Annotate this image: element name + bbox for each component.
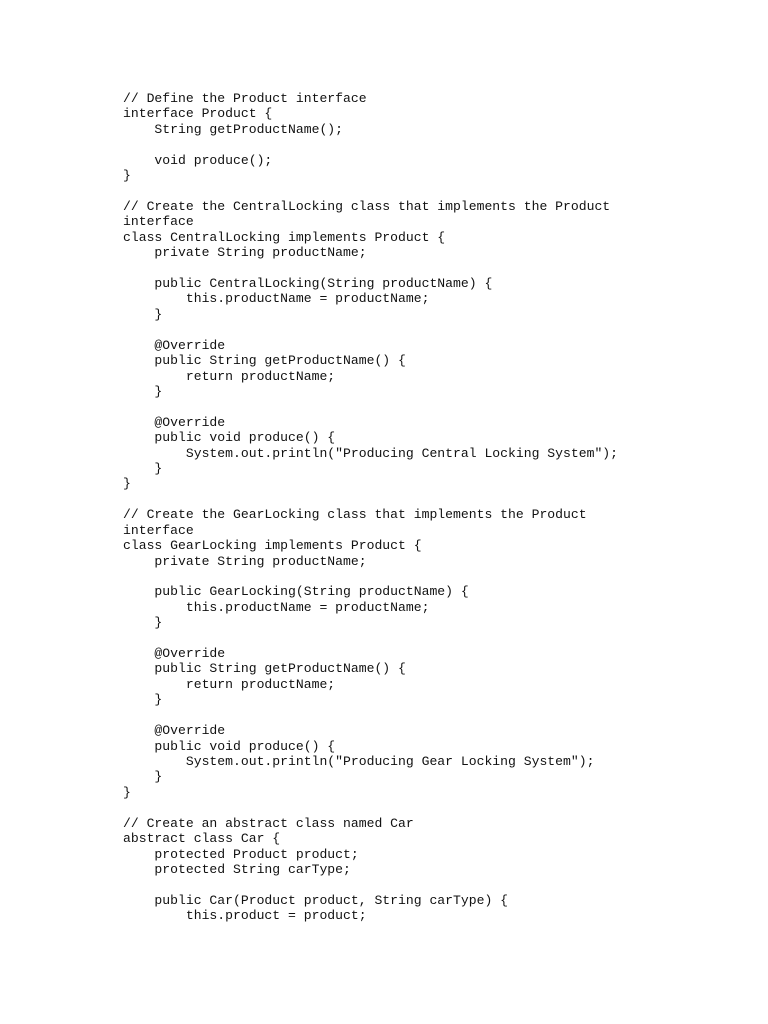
- code-line: [123, 399, 743, 414]
- code-line: [123, 261, 743, 276]
- code-line: interface: [123, 522, 194, 538]
- code-line: @Override: [123, 414, 226, 430]
- code-line: public CentralLocking(String productName) {: [123, 276, 493, 292]
- code-line: public String getProductName() {: [123, 661, 406, 677]
- code-line: // Create an abstract class named Car: [123, 815, 414, 831]
- code-line: void produce();: [123, 152, 273, 168]
- code-block: [123, 91, 743, 924]
- code-line: // Create the CentralLocking class that implements the Product: [123, 198, 611, 214]
- code-line: [123, 877, 743, 892]
- code-line: return productName;: [123, 676, 336, 692]
- code-line: System.out.println("Producing Gear Locking System");: [123, 754, 595, 769]
- code-line: }: [123, 476, 131, 492]
- code-line: System.out.println("Producing Central Locking System");: [123, 445, 619, 461]
- code-line: abstract class Car {: [123, 831, 281, 847]
- code-line: }: [123, 692, 163, 708]
- code-line: class CentralLocking implements Product {: [123, 229, 446, 245]
- code-line: protected String carType;: [123, 861, 351, 877]
- code-line: [123, 184, 743, 199]
- code-line: }: [123, 383, 163, 399]
- code-line: public String getProductName() {: [123, 353, 406, 369]
- code-line: public Car(Product product, String carType) {: [123, 892, 509, 908]
- code-line: }: [123, 306, 163, 322]
- code-line: public GearLocking(String productName) {: [123, 584, 469, 600]
- code-line: [123, 800, 743, 815]
- code-line: public void produce() {: [123, 738, 336, 754]
- code-line: this.productName = productName;: [123, 599, 430, 615]
- code-line: [123, 708, 743, 723]
- code-line: interface: [123, 214, 194, 230]
- code-line: String getProductName();: [123, 121, 344, 137]
- code-line: @Override: [123, 337, 226, 353]
- code-line: [123, 137, 743, 152]
- code-line: interface Product {: [123, 106, 273, 122]
- code-line: [123, 492, 743, 507]
- code-line: // Create the GearLocking class that implements the Product: [123, 507, 587, 523]
- code-line: }: [123, 168, 131, 184]
- code-line: [123, 322, 743, 337]
- code-line: // Define the Product interface: [123, 91, 367, 106]
- code-line: this.productName = productName;: [123, 291, 430, 307]
- code-line: }: [123, 461, 163, 477]
- code-line: this.product = product;: [123, 908, 367, 924]
- code-line: [123, 631, 743, 646]
- code-line: }: [123, 769, 163, 785]
- code-line: [123, 569, 743, 584]
- code-line: private String productName;: [123, 553, 367, 569]
- code-line: public void produce() {: [123, 430, 336, 446]
- code-line: @Override: [123, 646, 226, 662]
- code-line: }: [123, 615, 163, 631]
- code-line: return productName;: [123, 368, 336, 384]
- code-line: protected Product product;: [123, 846, 359, 862]
- code-line: @Override: [123, 723, 226, 739]
- code-line: class GearLocking implements Product {: [123, 538, 422, 554]
- code-line: private String productName;: [123, 245, 367, 261]
- code-line: }: [123, 784, 131, 800]
